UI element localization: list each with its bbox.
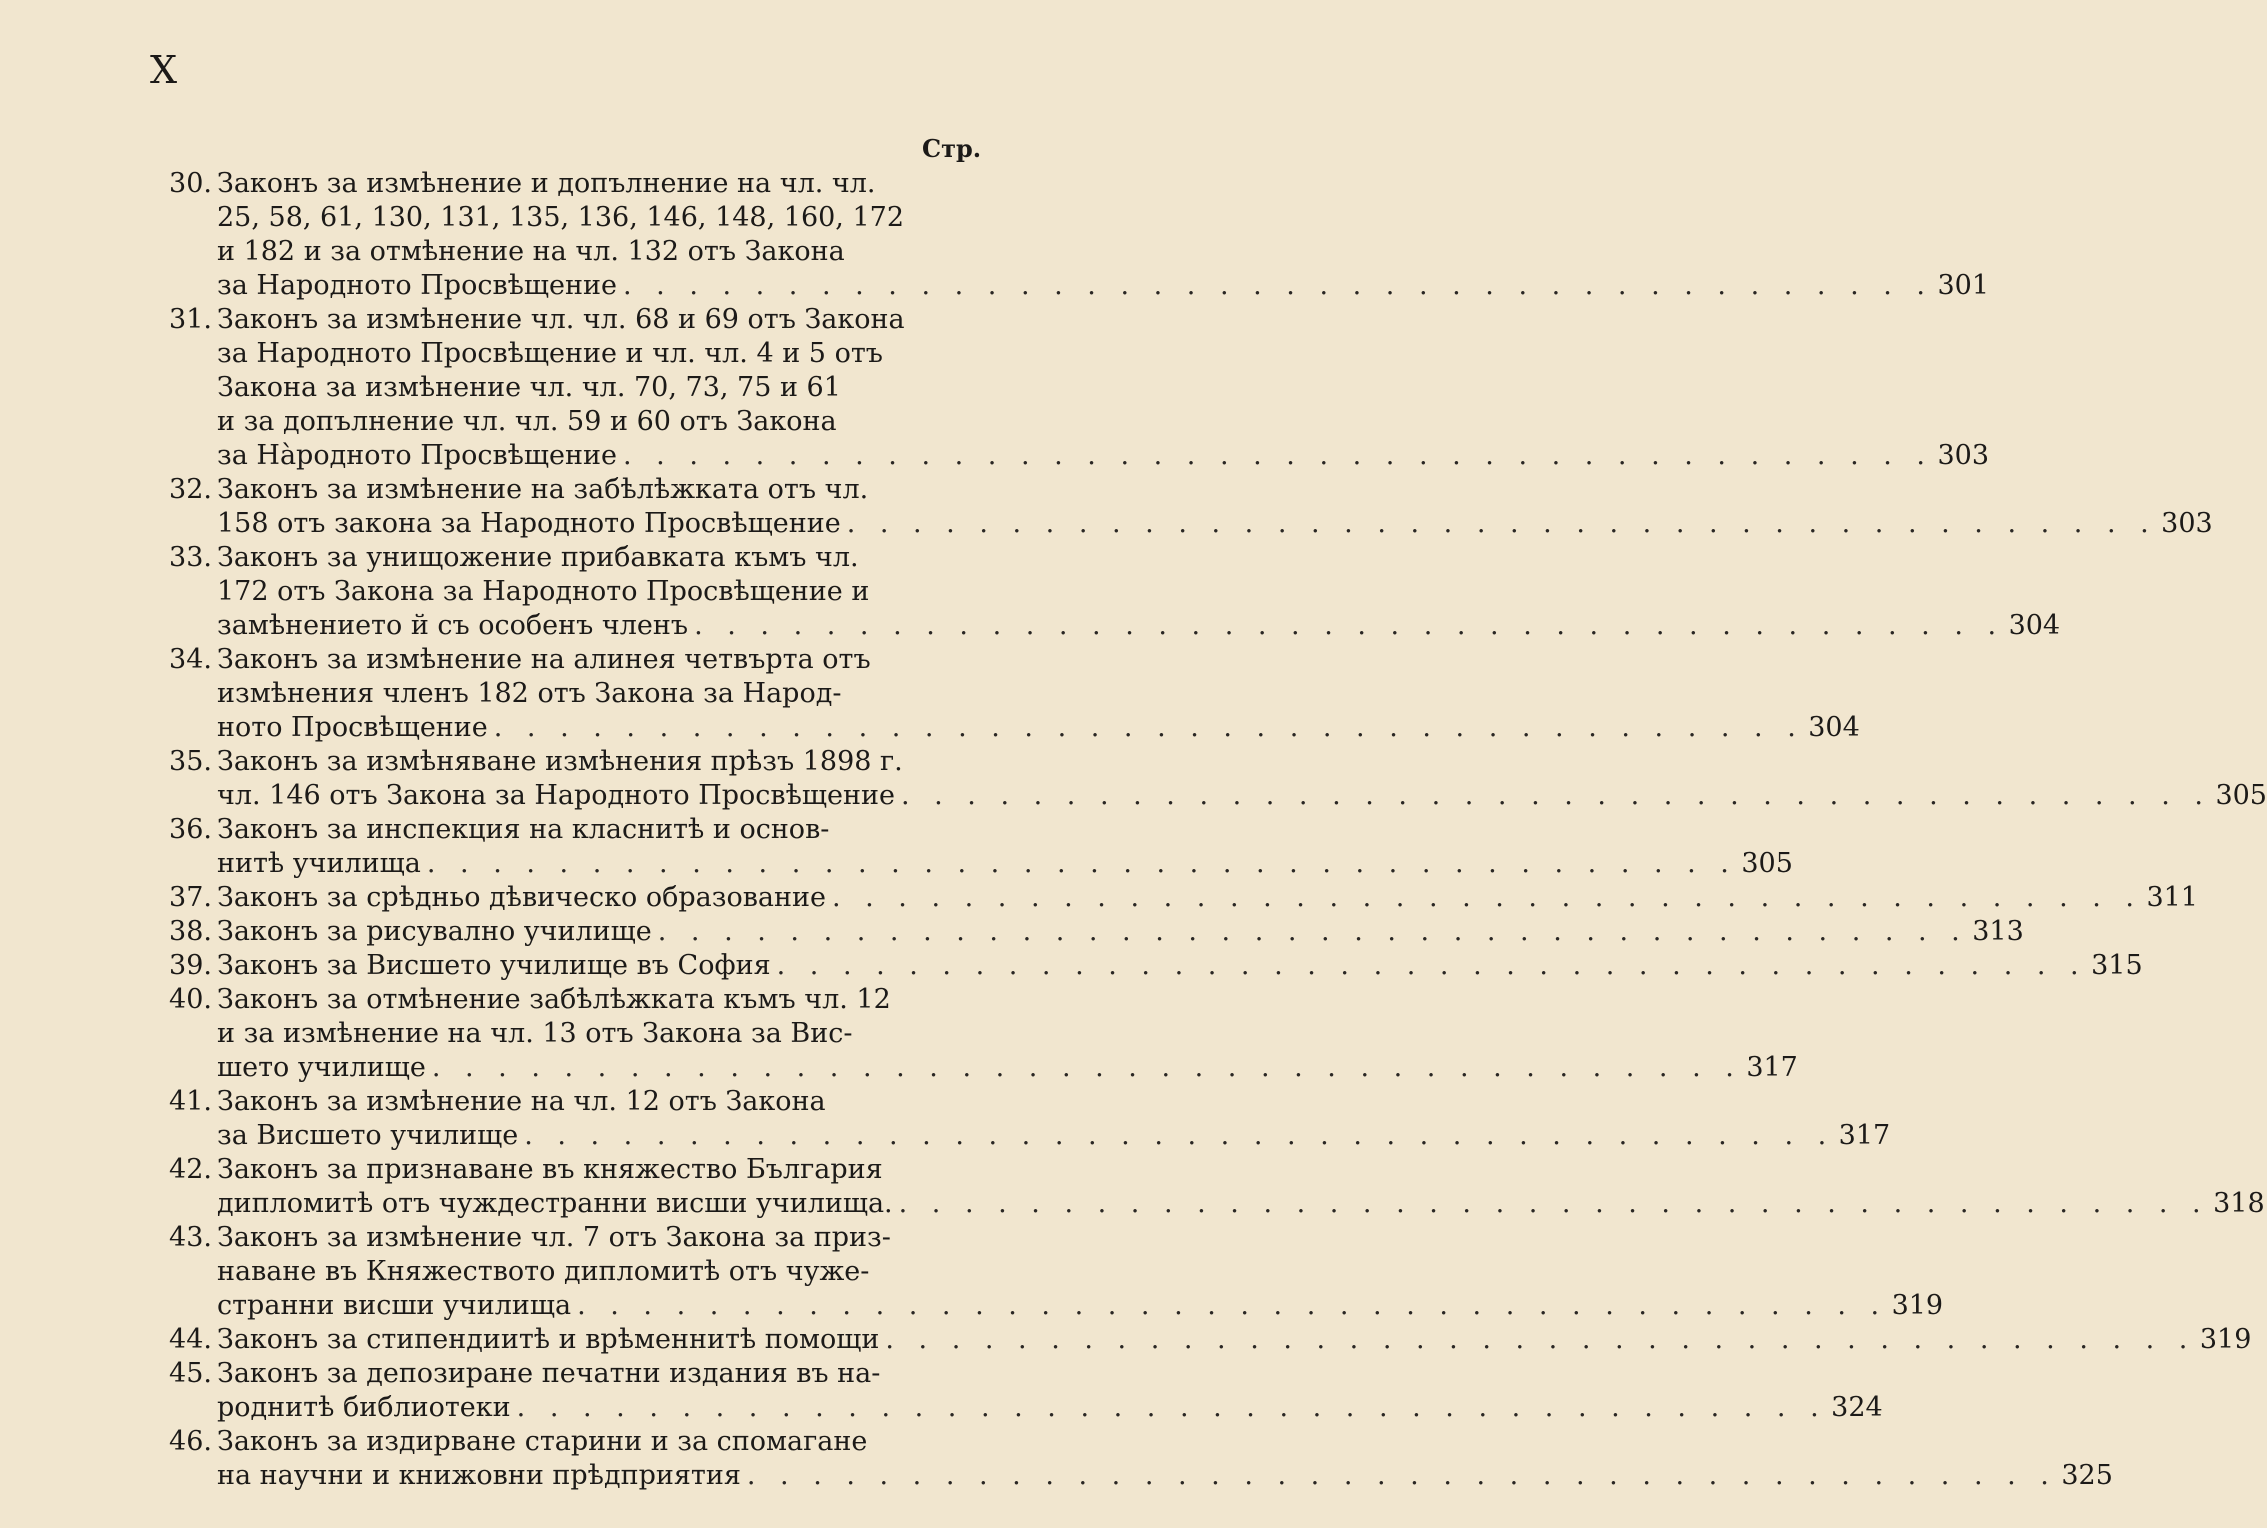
toc-entry-number: 46. xyxy=(169,1426,212,1457)
toc-entry-page-number: 311 xyxy=(2146,882,2198,913)
toc-entry-title-end: нитѣ училища xyxy=(217,848,421,879)
toc-entry-line: 25, 58, 61, 130, 131, 135, 136, 146, 148, 160, 172 xyxy=(217,202,904,233)
toc-entry xyxy=(150,1153,2265,1221)
toc-entry-number: 31. xyxy=(169,304,212,335)
toc-entry-page-number: 325 xyxy=(2061,1460,2113,1491)
toc-entry-page-number: 304 xyxy=(1808,712,1860,743)
toc-entry xyxy=(150,1221,1944,1323)
dot-leader: . . . . . . . . . . . . . . . . . . . . . . . . . . . . . . . . . . . . . . . . xyxy=(846,508,2157,539)
toc-entry-number: 33. xyxy=(169,542,212,573)
toc-entry-title-end: 158 отъ закона за Народното Просвѣщение xyxy=(217,508,841,539)
toc-entry xyxy=(150,473,2213,541)
toc-entry-title-end: дипломитѣ отъ чуждестранни висши училища. xyxy=(217,1188,893,1219)
dot-leader: . . . . . . . . . . . . . . . . . . . . . . . . . . . . . . . . . . . . . . . . xyxy=(577,1290,1888,1321)
toc-entry-title-end: шето училище xyxy=(217,1052,426,1083)
toc-entry xyxy=(150,915,2024,949)
toc-entry-line: Законъ за измѣняване измѣнения прѣзъ 1898 г. xyxy=(217,746,903,777)
dot-leader: . . . . . . . . . . . . . . . . . . . . . . . . . . . . . . . . . . . . . . . . xyxy=(657,916,1968,947)
toc-entry-page-number: 304 xyxy=(2008,610,2061,641)
toc-entry-line: Законъ за признаване въ княжество България xyxy=(217,1154,883,1185)
toc-entry-number: 34. xyxy=(169,644,212,675)
toc-entry-final-line xyxy=(217,711,1860,745)
page-roman-numeral: X xyxy=(150,48,179,92)
table-of-contents xyxy=(150,167,2267,1493)
toc-entry-title-end: ното Просвѣщение xyxy=(217,712,488,743)
toc-entry-title-end: роднитѣ библиотеки xyxy=(217,1392,511,1423)
toc-entry-final-line xyxy=(217,1119,1891,1153)
dot-leader: . . . . . . . . . . . . . . . . . . . . . . . . . . . . . . . . . . . . . . . . xyxy=(622,270,1934,301)
toc-entry-title-end: Законъ за стипендиитѣ и врѣменнитѣ помощи xyxy=(217,1324,880,1355)
toc-entry-page-number: 305 xyxy=(2215,780,2267,811)
toc-entry-final-line xyxy=(217,1051,1798,1085)
toc-entry-line: Законъ за измѣнение на чл. 12 отъ Закона xyxy=(217,1086,826,1117)
toc-entry xyxy=(150,1085,1891,1153)
toc-entry-number: 30. xyxy=(169,168,212,199)
toc-entry-line: Законъ за унищожение прибавката къмъ чл. xyxy=(217,542,859,573)
toc-entry-final-line xyxy=(217,269,1990,303)
toc-entry xyxy=(150,303,1990,473)
dot-leader: . . . . . . . . . . . . . . . . . . . . . . . . . . . . . . . . . . . . . . . . xyxy=(431,1052,1742,1083)
dot-leader: . . . . . . . . . . . . . . . . . . . . . . . . . . . . . . . . . . . . . . . . xyxy=(694,610,2005,641)
toc-entry-line: наване въ Княжеството дипломитѣ отъ чуже- xyxy=(217,1256,870,1287)
toc-entry-page-number: 303 xyxy=(2161,508,2213,539)
dot-leader: . . . . . . . . . . . . . . . . . . . . . . . . . . . . . . . . . . . . . . . . xyxy=(776,950,2087,981)
toc-entry-title-end: Законъ за Висшето училище въ София xyxy=(217,950,771,981)
toc-entry-number: 45. xyxy=(169,1358,212,1389)
toc-entry-line: 172 отъ Закона за Народното Просвѣщение и xyxy=(217,576,870,607)
toc-entry-final-line xyxy=(217,1391,1883,1425)
toc-entry-number: 43. xyxy=(169,1222,212,1253)
toc-entry-final-line xyxy=(217,1289,1944,1323)
toc-entry-title-end: чл. 146 отъ Закона за Народното Просвѣщение xyxy=(217,780,895,811)
toc-entry-number: 39. xyxy=(169,950,212,981)
toc-entry-number: 35. xyxy=(169,746,212,777)
toc-entry-final-line xyxy=(217,609,2061,643)
toc-entry-final-line xyxy=(217,507,2213,541)
toc-entry xyxy=(150,949,2143,983)
dot-leader: . . . . . . . . . . . . . . . . . . . . . . . . . . . . . . . . . . . . . . . . xyxy=(524,1120,1835,1151)
toc-entry-page-number: 324 xyxy=(1831,1392,1883,1423)
dot-leader: . . . . . . . . . . . . . . . . . . . . . . . . . . . . . . . . . . . . . . . . xyxy=(622,440,1934,471)
toc-entry-number: 36. xyxy=(169,814,212,845)
toc-entry xyxy=(150,983,1798,1085)
toc-entry-final-line xyxy=(217,1323,2252,1357)
toc-entry-page-number: 313 xyxy=(1972,916,2024,947)
toc-entry xyxy=(150,1357,1883,1425)
toc-entry-final-line xyxy=(217,779,2267,813)
toc-entry-final-line xyxy=(217,915,2024,949)
dot-leader: . . . . . . . . . . . . . . . . . . . . . . . . . . . . . . . . . . . . . . . . xyxy=(885,1324,2196,1355)
toc-entry-page-number: 317 xyxy=(1838,1120,1891,1151)
toc-entry-title-end: замѣнението й съ особенъ членъ xyxy=(217,610,689,641)
dot-leader: . . . . . . . . . . . . . . . . . . . . . . . . . . . . . . . . . . . . . . . . xyxy=(493,712,1804,743)
dot-leader: . . . . . . . . . . . . . . . . . . . . . . . . . . . . . . . . . . . . . . . . xyxy=(746,1460,2057,1491)
toc-entry-final-line xyxy=(217,847,1793,881)
toc-entry xyxy=(150,1425,2113,1493)
toc-entry xyxy=(150,167,1990,303)
toc-entry-line: Законъ за инспекция на класнитѣ и основ- xyxy=(217,814,830,845)
toc-entry-title-end: странни висши училища xyxy=(217,1290,572,1321)
toc-entry-final-line xyxy=(217,949,2143,983)
toc-entry-title-end: Законъ за срѣдньо дѣвическо образование xyxy=(217,882,826,913)
toc-entry-page-number: 319 xyxy=(1891,1290,1944,1321)
toc-entry xyxy=(150,813,1793,881)
toc-entry-line: Законъ за измѣнение на забѣлѣжката отъ чл. xyxy=(217,474,869,505)
toc-entry-line: и за допълнение чл. чл. 59 и 60 отъ Закона xyxy=(217,406,837,437)
toc-entry-line: за Народното Просвѣщение и чл. чл. 4 и 5 отъ xyxy=(217,338,883,369)
dot-leader: . . . . . . . . . . . . . . . . . . . . . . . . . . . . . . . . . . . . . . . . xyxy=(831,882,2142,913)
toc-entry-line: Законъ за измѣнение и допълнение на чл. чл. xyxy=(217,168,876,199)
dot-leader: . . . . . . . . . . . . . . . . . . . . . . . . . . . . . . . . . . . . . . . . xyxy=(426,848,1737,879)
dot-leader: . . . . . . . . . . . . . . . . . . . . . . . . . . . . . . . . . . . . . . . . xyxy=(516,1392,1827,1423)
toc-entry-number: 42. xyxy=(169,1154,212,1185)
toc-entry-number: 37. xyxy=(169,882,212,913)
toc-entry-title-end: за Народното Просвѣщение xyxy=(217,270,617,301)
toc-entry-line: и за измѣнение на чл. 13 отъ Закона за Вис- xyxy=(217,1018,853,1049)
toc-entry-page-number: 303 xyxy=(1937,440,1990,471)
toc-entry-final-line xyxy=(217,1187,2265,1221)
toc-entry xyxy=(150,1323,2252,1357)
toc-entry-line: измѣнения членъ 182 отъ Закона за Народ- xyxy=(217,678,842,709)
toc-entry-final-line xyxy=(217,439,1990,473)
toc-entry-line: Законъ за отмѣнение забѣлѣжката къмъ чл. 12 xyxy=(217,984,891,1015)
toc-entry-final-line xyxy=(217,881,2198,915)
toc-entry-number: 40. xyxy=(169,984,212,1015)
toc-entry-number: 32. xyxy=(169,474,212,505)
toc-entry-page-number: 301 xyxy=(1937,270,1990,301)
toc-entry-line: Законъ за измѣнение чл. чл. 68 и 69 отъ Закона xyxy=(217,304,905,335)
toc-entry-title-end: за Нàродното Просвѣщение xyxy=(217,440,617,471)
toc-entry-number: 41. xyxy=(169,1086,212,1117)
toc-entry-title-end: за Висшето училище xyxy=(217,1120,519,1151)
toc-entry-line: Законъ за измѣнение на алинея четвърта отъ xyxy=(217,644,871,675)
page-column-label: Стр. xyxy=(922,134,982,163)
toc-entry-page-number: 317 xyxy=(1746,1052,1798,1083)
toc-entry-page-number: 319 xyxy=(2199,1324,2252,1355)
toc-entry-page-number: 305 xyxy=(1741,848,1793,879)
toc-entry-line: Закона за измѣнение чл. чл. 70, 73, 75 и 61 xyxy=(217,372,841,403)
toc-entry-title-end: на научни и книжовни прѣдприятия xyxy=(217,1460,741,1491)
toc-entry-line: Законъ за депозиране печатни издания въ на- xyxy=(217,1358,881,1389)
toc-entry-page-number: 315 xyxy=(2091,950,2143,981)
toc-entry xyxy=(150,541,2061,643)
toc-entry xyxy=(150,745,2267,813)
toc-entry xyxy=(150,881,2198,915)
toc-entry xyxy=(150,643,1860,745)
toc-entry-line: Законъ за издирване старини и за спомагане xyxy=(217,1426,868,1457)
dot-leader: . . . . . . . . . . . . . . . . . . . . . . . . . . . . . . . . . . . . . . . . xyxy=(900,780,2211,811)
dot-leader: . . . . . . . . . . . . . . . . . . . . . . . . . . . . . . . . . . . . . . . . xyxy=(898,1188,2209,1219)
toc-entry-final-line xyxy=(217,1459,2113,1493)
toc-entry-title-end: Законъ за рисувално училище xyxy=(217,916,652,947)
toc-entry-number: 44. xyxy=(169,1324,212,1355)
toc-entry-line: и 182 и за отмѣнение на чл. 132 отъ Закона xyxy=(217,236,845,267)
toc-entry-number: 38. xyxy=(169,916,212,947)
toc-entry-line: Законъ за измѣнение чл. 7 отъ Закона за приз- xyxy=(217,1222,891,1253)
toc-entry-page-number: 318 xyxy=(2213,1188,2265,1219)
